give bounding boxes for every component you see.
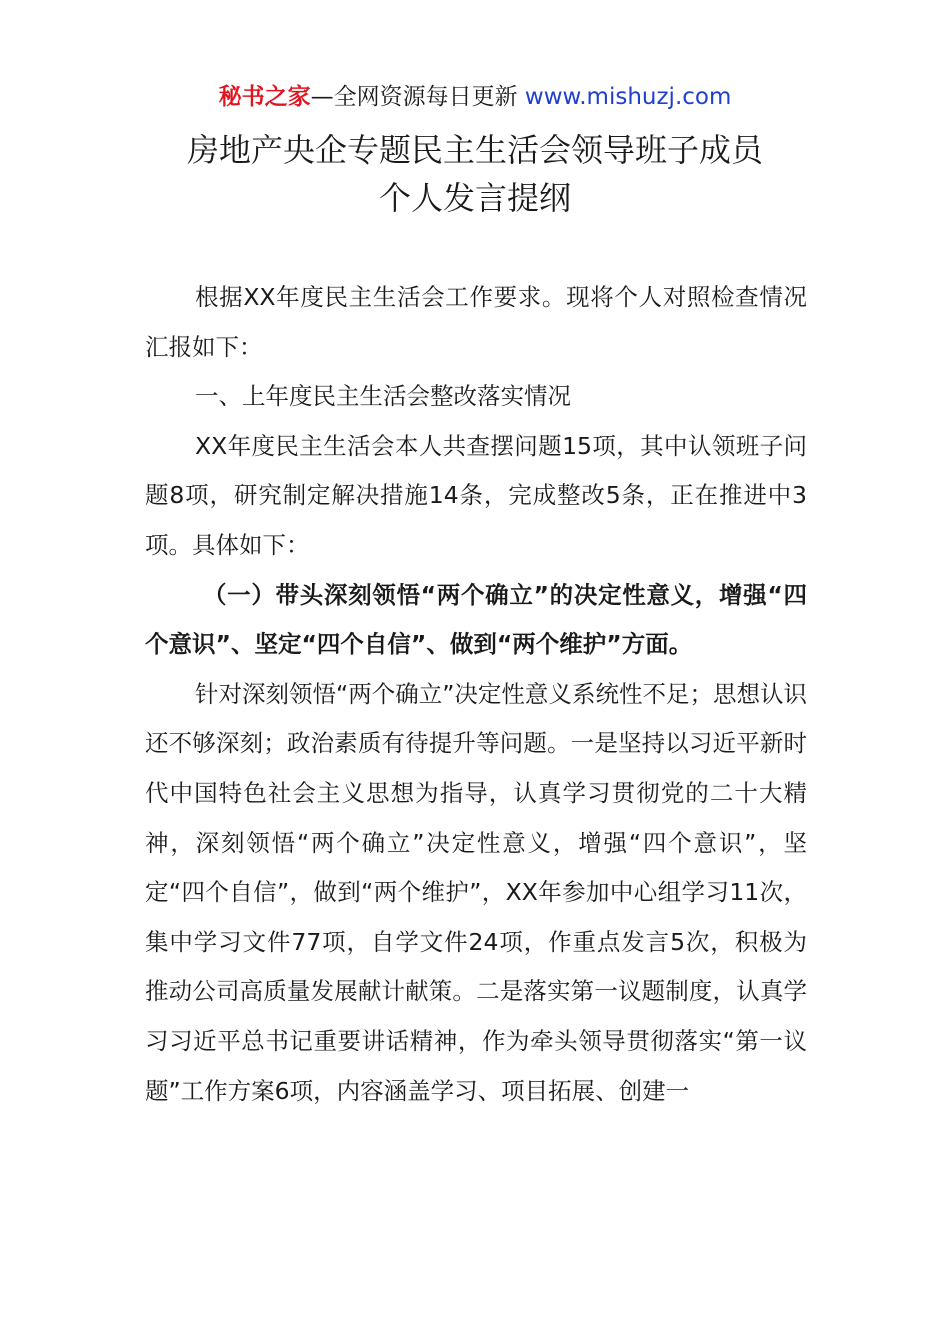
section-heading-1: 一、上年度民主生活会整改落实情况 bbox=[195, 382, 571, 411]
detail-paragraph: 针对深刻领悟“两个确立”决定性意义系统性不足；思想认识还不够深刻；政治素质有待提升等问题。一是坚持以习近平新时代中国特色社会主义思想为指导，认真学习贯彻党的二十大精神，深刻领悟“两个确立”决定性意义，增强“四个意识”，坚定“四个自信”，做到“两个维护”，XX年参加中心组学习11次，集中学习文件77项，自学文件24项，作重点发言5次，积极为推动公司高质量发展献计献策。二是落实第一议题制度，认真学习习近平总书记重要讲话精神，作为牵头领导贯彻落实“第一议题”工作方案6项，内容涵盖学习、项目拓展、创建一 bbox=[145, 679, 807, 1105]
title-line-2: 个人发言提纲 bbox=[378, 179, 571, 217]
banner-tagline: —全网资源每日更新 bbox=[310, 84, 525, 110]
site-banner bbox=[0, 80, 950, 114]
document-body bbox=[145, 273, 807, 1116]
document-title bbox=[0, 126, 950, 222]
brand-name: 秘书之家 bbox=[218, 84, 311, 110]
intro-paragraph: 根据XX年度民主生活会工作要求。现将个人对照检查情况汇报如下： bbox=[145, 283, 807, 361]
site-url[interactable]: www.mishuzj.com bbox=[524, 84, 732, 110]
summary-paragraph: XX年度民主生活会本人共查摆问题15项，其中认领班子问题8项，研究制定解决措施14条，完成整改5条，正在推进中3项。具体如下： bbox=[145, 431, 807, 559]
subsection-heading-1: （一）带头深刻领悟“两个确立”的决定性意义，增强“四个意识”、坚定“四个自信”、做到“两个维护”方面。 bbox=[145, 580, 807, 659]
title-line-1: 房地产央企专题民主生活会领导班子成员 bbox=[186, 131, 763, 169]
